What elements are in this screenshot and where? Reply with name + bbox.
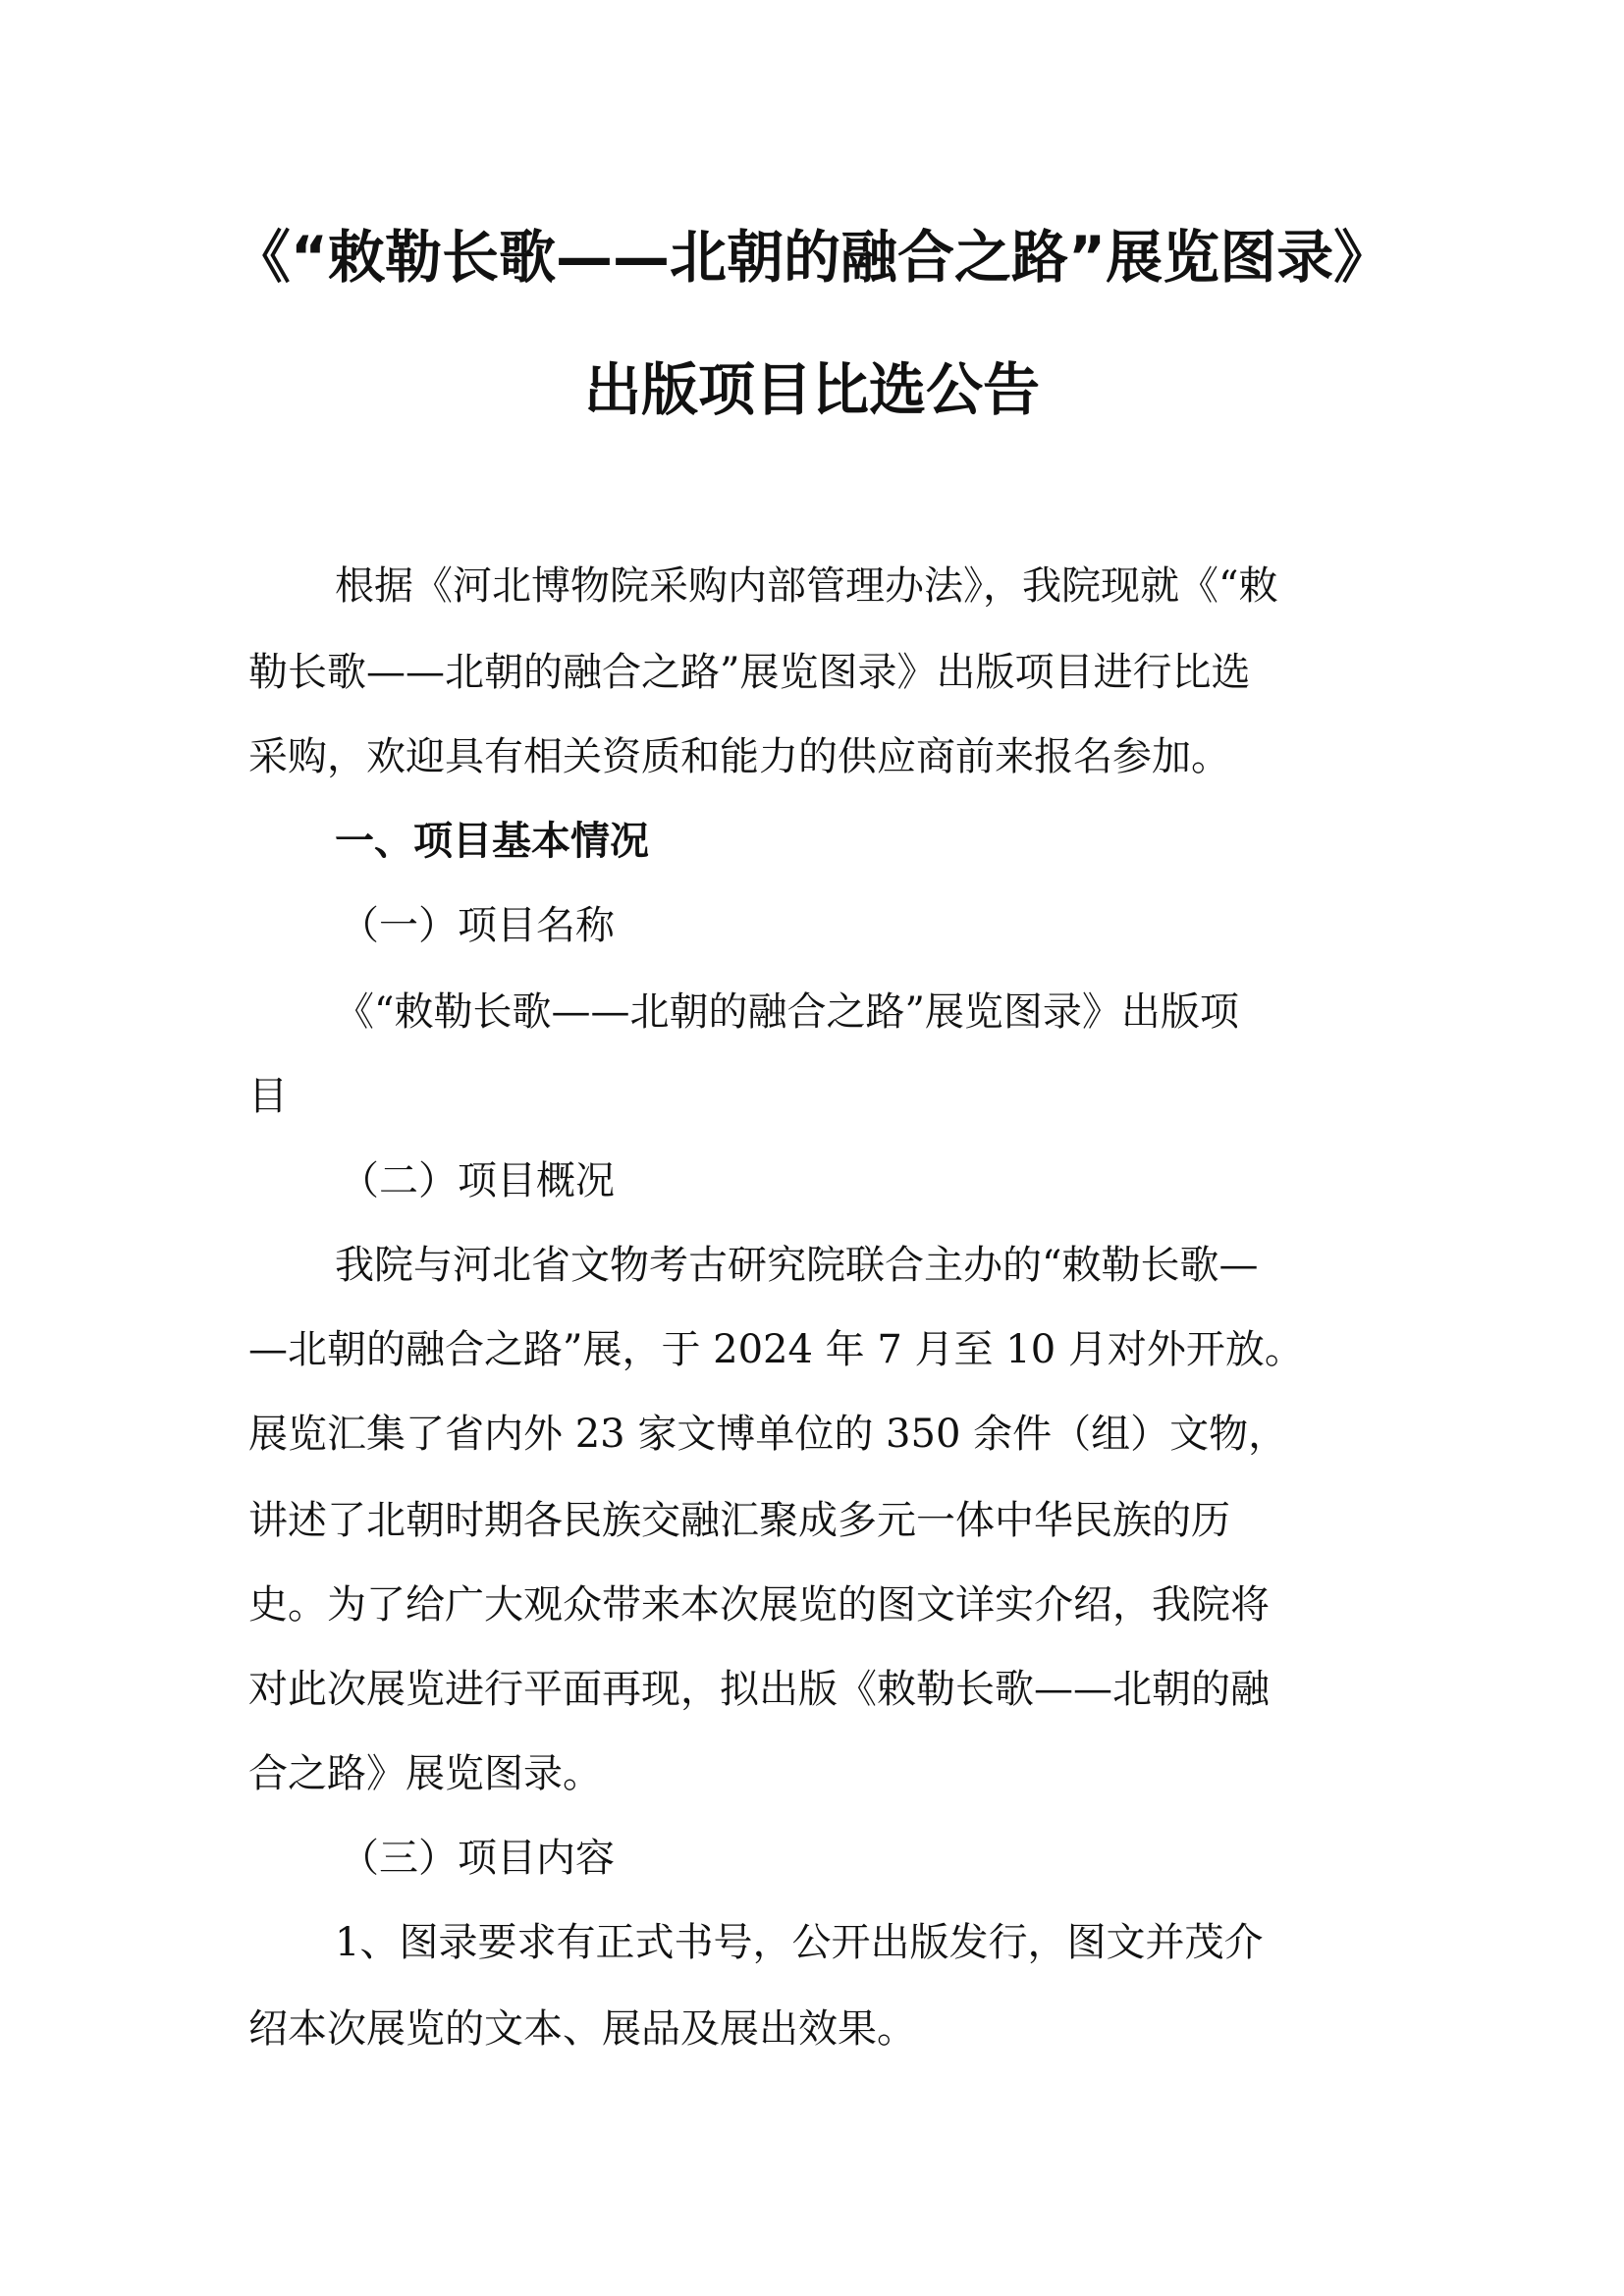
overview-paragraph-line: 合之路》展览图录。 xyxy=(248,1751,602,1796)
subsection-heading-project-name: （一）项目名称 xyxy=(340,903,615,948)
overview-paragraph-line: 讲述了北朝时期各民族交融汇聚成多元一体中华民族的历 xyxy=(248,1498,1230,1543)
overview-paragraph-line: 史。为了给广大观众带来本次展览的图文详实介绍，我院将 xyxy=(248,1582,1270,1628)
project-name-line: 目 xyxy=(248,1074,288,1119)
subsection-heading-project-content: （三）项目内容 xyxy=(340,1836,615,1881)
content-item-line: 1、图录要求有正式书号，公开出版发行，图文并茂介 xyxy=(335,1920,1264,1965)
subsection-heading-project-overview: （二）项目概况 xyxy=(340,1158,615,1203)
content-item-line: 绍本次展览的文本、展品及展出效果。 xyxy=(248,2006,916,2052)
section-heading-basic-info: 一、项目基本情况 xyxy=(335,819,649,864)
overview-paragraph-line: —北朝的融合之路”展，于 2024 年 7 月至 10 月对外开放。 xyxy=(248,1327,1304,1372)
project-name-line: 《“敕勒长歌——北朝的融合之路”展览图录》出版项 xyxy=(335,989,1239,1035)
intro-paragraph-line: 采购，欢迎具有相关资质和能力的供应商前来报名参加。 xyxy=(248,734,1230,779)
overview-paragraph-line: 展览汇集了省内外 23 家文博单位的 350 余件（组）文物， xyxy=(248,1412,1288,1457)
document-title-line-1: 《“敕勒长歌——北朝的融合之路”展览图录》 xyxy=(233,224,1391,291)
intro-paragraph-line: 勒长歌——北朝的融合之路”展览图录》出版项目进行比选 xyxy=(248,650,1251,695)
intro-paragraph-line: 根据《河北博物院采购内部管理办法》，我院现就《“敕 xyxy=(335,563,1278,609)
overview-paragraph-line: 我院与河北省文物考古研究院联合主办的“敕勒长歌— xyxy=(335,1243,1259,1288)
overview-paragraph-line: 对此次展览进行平面再现，拟出版《敕勒长歌——北朝的融 xyxy=(248,1667,1270,1712)
document-title-line-2: 出版项目比选公告 xyxy=(583,356,1040,423)
